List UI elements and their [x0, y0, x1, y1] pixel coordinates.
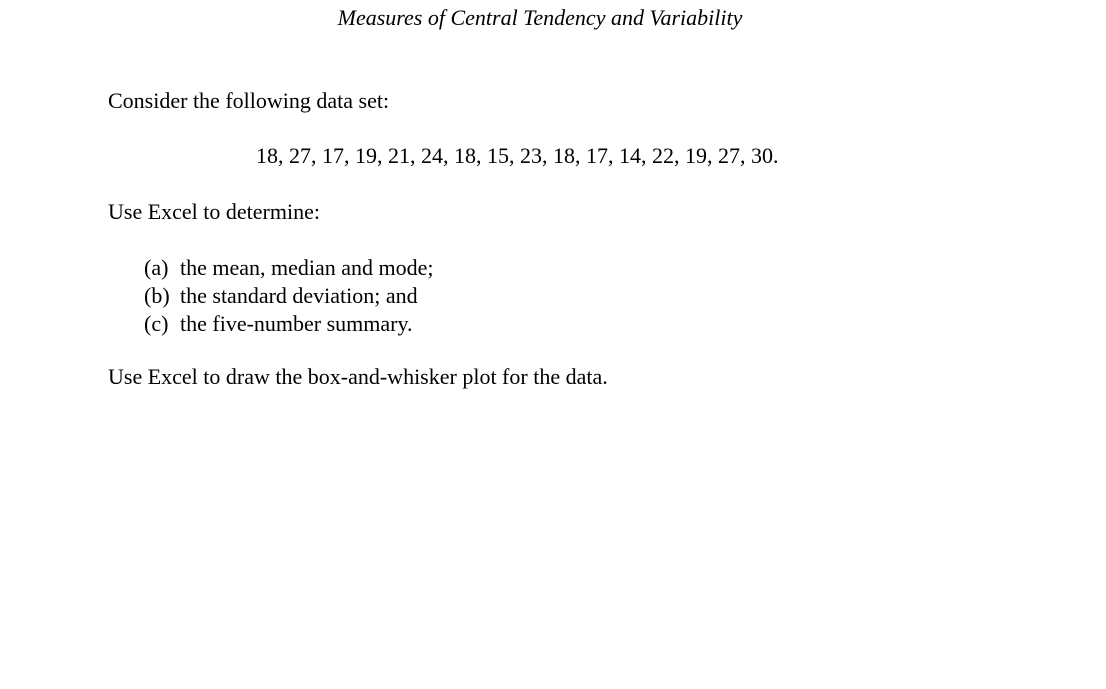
task-list [144, 254, 434, 338]
closing-instruction: Use Excel to draw the box-and-whisker plot for the data. [108, 364, 608, 389]
task-text: the standard deviation; and [180, 283, 418, 308]
task-text: the mean, median and mode; [180, 255, 434, 280]
task-text: the five-number summary. [180, 311, 413, 336]
task-item-b [144, 282, 434, 310]
task-item-c [144, 310, 434, 338]
task-letter: (c) [144, 311, 169, 336]
instruction-text: Use Excel to determine: [108, 199, 320, 224]
task-letter: (b) [144, 283, 170, 308]
intro-text: Consider the following data set: [108, 88, 390, 113]
page-title: Measures of Central Tendency and Variability [337, 5, 743, 30]
data-set-values: 18, 27, 17, 19, 21, 24, 18, 15, 23, 18, 17, 14, 22, 19, 27, 30. [256, 143, 779, 168]
task-item-a [144, 254, 434, 282]
task-letter: (a) [144, 255, 169, 280]
